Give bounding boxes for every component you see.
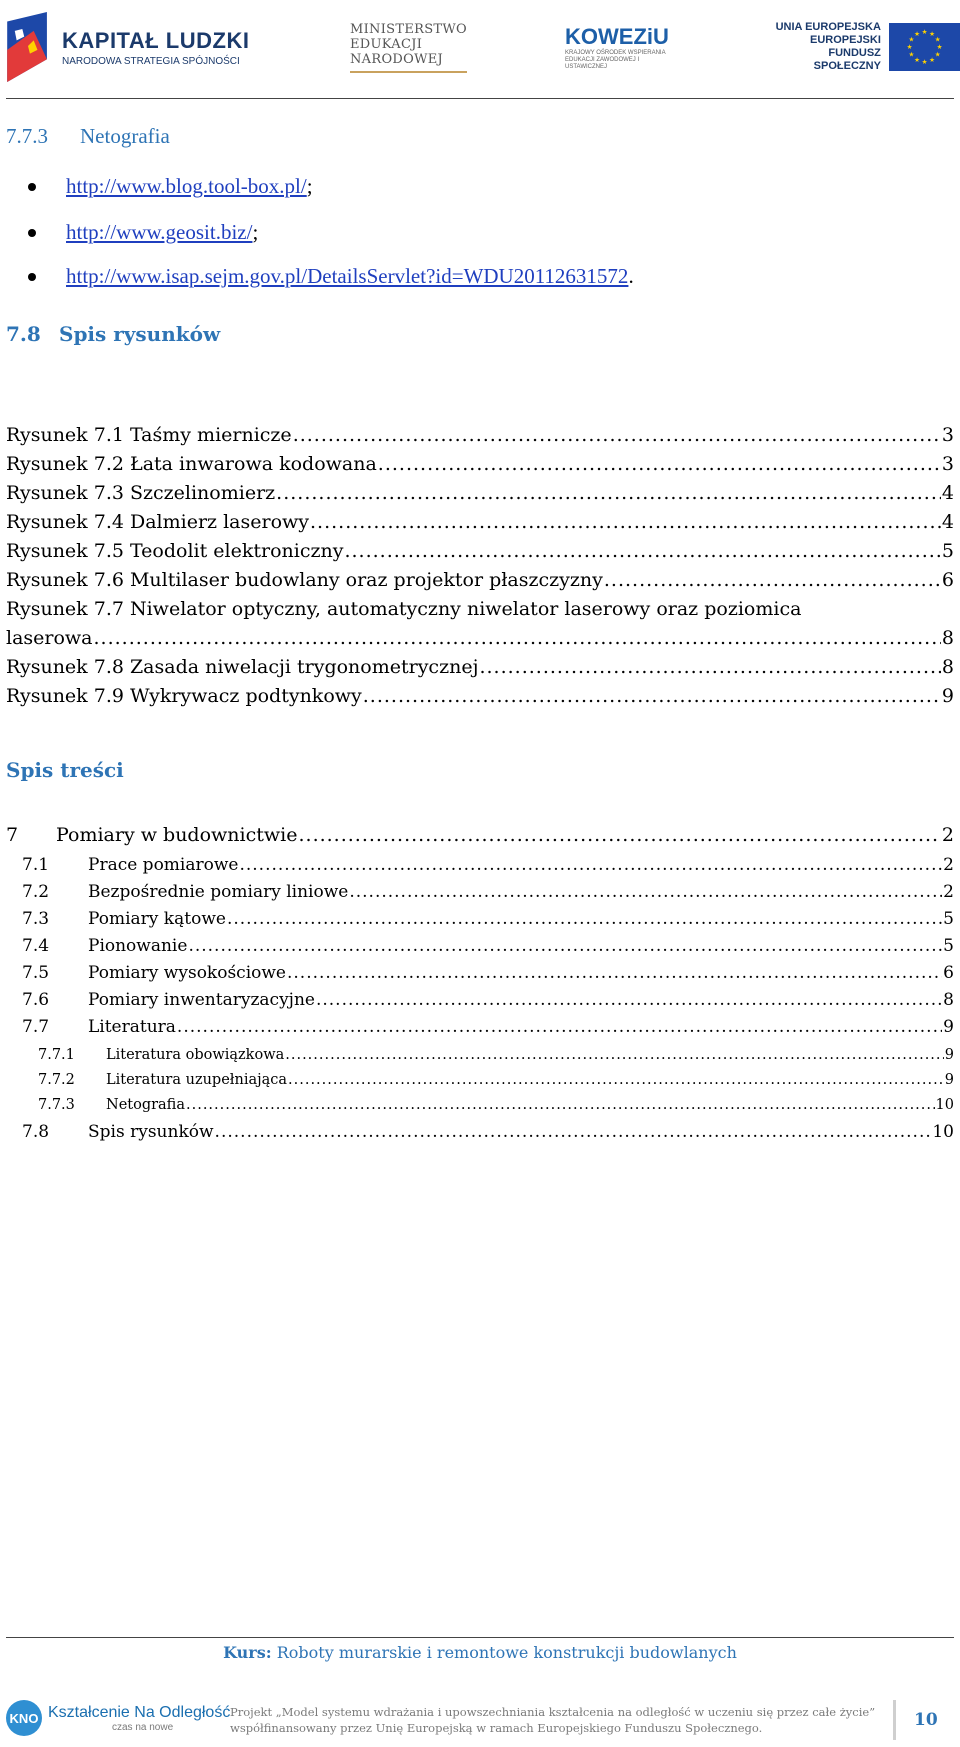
footer-separator [893, 1700, 896, 1740]
page-number: 10 [914, 1710, 938, 1730]
toc-page: 2 [943, 855, 954, 875]
toc-page: 2 [943, 882, 954, 902]
toc-entry[interactable] [6, 936, 954, 956]
svg-text:★: ★ [929, 29, 935, 38]
figure-page: 9 [941, 685, 954, 707]
svg-text:★: ★ [934, 35, 941, 44]
figure-entry[interactable] [6, 656, 954, 678]
toc-number: 7.7.3 [38, 1097, 75, 1113]
spis-rysunkow-title: Spis rysunków [59, 322, 221, 346]
footer-divider [6, 1637, 954, 1638]
toc-label: Pomiary wysokościowe [88, 963, 286, 983]
course-name: Roboty murarskie i remontowe konstrukcji budowlanych [276, 1643, 737, 1662]
men-line-1: MINISTERSTWO [350, 21, 468, 37]
leader-dots [287, 963, 942, 983]
figure-page: 4 [941, 511, 954, 533]
project-line-1: Projekt „Model systemu wdrażania i upowszechniania kształcenia na odległość w uczeniu się przez całe życie” [230, 1705, 876, 1719]
kapital-ludzki-emblem-icon [4, 12, 52, 82]
page-header [0, 0, 960, 100]
leader-dots [288, 1072, 944, 1088]
kapital-ludzki-logo [4, 6, 249, 88]
figure-entry[interactable] [6, 424, 954, 446]
figure-page: 8 [941, 627, 954, 649]
leader-dots [239, 855, 942, 875]
netografia-link[interactable]: http://www.blog.tool-box.pl/ [66, 174, 307, 198]
netografia-link[interactable]: http://www.isap.sejm.gov.pl/DetailsServlet?id=WDU20112631572 [66, 264, 629, 288]
leader-dots [310, 511, 941, 533]
project-line-2: współfinansowany przez Unię Europejską w ramach Europejskiego Funduszu Społecznego. [230, 1721, 763, 1735]
figure-label: Rysunek 7.5 Teodolit elektroniczny [6, 540, 344, 562]
toc-number: 7.4 [22, 936, 50, 956]
toc-number: 7.7 [22, 1017, 50, 1037]
leader-dots [349, 882, 942, 902]
toc-number: 7.7.1 [38, 1047, 75, 1063]
toc-page: 9 [943, 1017, 954, 1037]
kno-emblem-icon: KNO [6, 1700, 42, 1736]
leader-dots [94, 627, 941, 649]
figure-entry-wrapped[interactable] [6, 598, 801, 620]
spis-tresci-title: Spis treści [6, 758, 124, 782]
spis-rysunkow-number: 7.8 [6, 322, 41, 346]
leader-dots [188, 936, 942, 956]
figure-entry[interactable] [6, 482, 954, 504]
toc-page: 5 [943, 909, 954, 929]
toc-number: 7.2 [22, 882, 50, 902]
leader-dots [316, 990, 942, 1010]
toc-entry[interactable] [6, 1072, 954, 1088]
figure-label: laserowa [6, 627, 93, 649]
toc-page: 9 [944, 1047, 954, 1063]
toc-entry[interactable] [6, 1017, 954, 1037]
toc-label: Netografia [106, 1097, 185, 1113]
leader-dots [177, 1017, 942, 1037]
leader-dots [604, 569, 941, 591]
toc-number: 7.6 [22, 990, 50, 1010]
toc-page: 5 [943, 936, 954, 956]
course-label: Kurs: [223, 1643, 272, 1662]
toc-entry[interactable] [6, 882, 954, 902]
toc-label: Pomiary kątowe [88, 909, 226, 929]
footer-bar [0, 1692, 960, 1747]
figure-page: 5 [941, 540, 954, 562]
figure-label: Rysunek 7.3 Szczelinomierz [6, 482, 276, 504]
link-suffix: ; [252, 220, 259, 244]
kno-subtitle: czas na nowe [112, 1721, 174, 1733]
figure-label: Rysunek 7.4 Dalmierz laserowy [6, 511, 310, 533]
bullet-icon [28, 183, 36, 191]
link-suffix: ; [306, 174, 313, 198]
leader-dots [344, 540, 940, 562]
leader-dots [479, 656, 940, 678]
toc-label: Prace pomiarowe [88, 855, 239, 875]
toc-entry[interactable] [6, 855, 954, 875]
svg-text:★: ★ [906, 42, 913, 51]
toc-entry[interactable] [6, 1097, 954, 1113]
figure-label: Rysunek 7.7 Niwelator optyczny, automatyczny niwelator laserowy oraz poziomica [6, 598, 802, 620]
figure-label: Rysunek 7.6 Multilaser budowlany oraz projektor płaszczyzny [6, 569, 603, 591]
toc-label: Literatura obowiązkowa [106, 1047, 285, 1063]
svg-text:★: ★ [929, 55, 935, 64]
toc-number: 7 [6, 824, 19, 846]
figure-entry[interactable] [6, 511, 954, 533]
netografia-number: 7.7.3 [6, 124, 48, 148]
netografia-title: Netografia [80, 124, 170, 148]
leader-dots [298, 824, 940, 846]
toc-label: Pionowanie [88, 936, 188, 956]
figure-page: 3 [941, 453, 954, 475]
svg-text:★: ★ [934, 50, 941, 59]
figure-label: Rysunek 7.9 Wykrywacz podtynkowy [6, 685, 362, 707]
toc-entry[interactable] [6, 909, 954, 929]
toc-page: 2 [941, 824, 954, 846]
svg-text:★: ★ [914, 29, 920, 38]
eu-logo [766, 6, 960, 88]
toc-number: 7.3 [22, 909, 50, 929]
toc-page: 10 [935, 1097, 954, 1113]
course-line [0, 1643, 960, 1662]
svg-text:★: ★ [936, 42, 943, 51]
svg-text:★: ★ [921, 57, 928, 66]
eu-line-2: EUROPEJSKI [809, 34, 881, 46]
leader-dots [378, 453, 941, 475]
leader-dots [227, 909, 942, 929]
men-line-3: NARODOWEJ [350, 51, 444, 67]
kno-logo [6, 1700, 230, 1736]
link-suffix: . [628, 264, 634, 288]
netografia-link[interactable]: http://www.geosit.biz/ [66, 220, 253, 244]
figure-label: Rysunek 7.2 Łata inwarowa kodowana [6, 453, 377, 475]
toc-label: Literatura [88, 1017, 176, 1037]
netografia-heading [6, 124, 170, 149]
toc-entry[interactable] [6, 824, 954, 846]
figure-entry[interactable] [6, 685, 954, 707]
project-note [230, 1704, 880, 1736]
toc-label: Bezpośrednie pomiary liniowe [88, 882, 349, 902]
leader-dots [285, 1047, 944, 1063]
figure-entry[interactable] [6, 627, 954, 649]
figure-page: 6 [941, 569, 954, 591]
men-logo [350, 6, 467, 88]
figure-label: Rysunek 7.1 Taśmy miernicze [6, 424, 292, 446]
spis-rysunkow-heading [6, 322, 220, 346]
toc-entry[interactable] [6, 1122, 954, 1142]
toc-number: 7.5 [22, 963, 50, 983]
svg-text:★: ★ [908, 35, 915, 44]
leader-dots [293, 424, 941, 446]
toc-page: 10 [932, 1122, 954, 1142]
koweziu-subtitle: KRAJOWY OŚRODEK WSPIERANIA EDUKACJI ZAWODOWEJ I USTAWICZNEJ [565, 49, 666, 70]
figure-label: Rysunek 7.8 Zasada niwelacji trygonometrycznej [6, 656, 479, 678]
eu-line-1: UNIA EUROPEJSKA [775, 21, 881, 33]
toc-label: Spis rysunków [88, 1122, 214, 1142]
bullet-icon [28, 229, 36, 237]
toc-number: 7.1 [22, 855, 50, 875]
kapital-ludzki-title: KAPITAŁ LUDZKI [62, 27, 250, 53]
svg-text:★: ★ [914, 55, 920, 64]
figure-entry[interactable] [6, 540, 954, 562]
toc-entry[interactable] [6, 963, 954, 983]
kapital-ludzki-subtitle: NARODOWA STRATEGIA SPÓJNOŚCI [62, 55, 240, 67]
leader-dots [363, 685, 941, 707]
toc-page: 8 [943, 990, 954, 1010]
figure-page: 3 [941, 424, 954, 446]
leader-dots [186, 1097, 935, 1113]
toc-entry[interactable] [6, 1047, 954, 1063]
toc-page: 6 [943, 963, 954, 983]
toc-label: Literatura uzupełniająca [106, 1072, 288, 1088]
eu-flag-icon [889, 23, 960, 71]
men-line-2: EDUKACJI [350, 36, 423, 52]
toc-page: 9 [944, 1072, 954, 1088]
eu-line-3: FUNDUSZ SPOŁECZNY [813, 47, 881, 72]
toc-number: 7.7.2 [38, 1072, 75, 1088]
header-divider [6, 98, 954, 99]
figure-page: 4 [941, 482, 954, 504]
leader-dots [215, 1122, 932, 1142]
svg-text:★: ★ [908, 50, 915, 59]
leader-dots [276, 482, 941, 504]
toc-entry[interactable] [6, 990, 954, 1010]
koweziu-logo [565, 6, 675, 88]
svg-text:★: ★ [921, 27, 928, 36]
toc-number: 7.8 [22, 1122, 50, 1142]
toc-label: Pomiary inwentaryzacyjne [88, 990, 315, 1010]
kno-title: Kształcenie Na Odległość [48, 1703, 231, 1721]
koweziu-title: KOWEZiU [565, 23, 669, 49]
figure-page: 8 [941, 656, 954, 678]
figure-entry[interactable] [6, 453, 954, 475]
toc-label: Pomiary w budownictwie [56, 824, 298, 846]
bullet-icon [28, 273, 36, 281]
figure-entry[interactable] [6, 569, 954, 591]
